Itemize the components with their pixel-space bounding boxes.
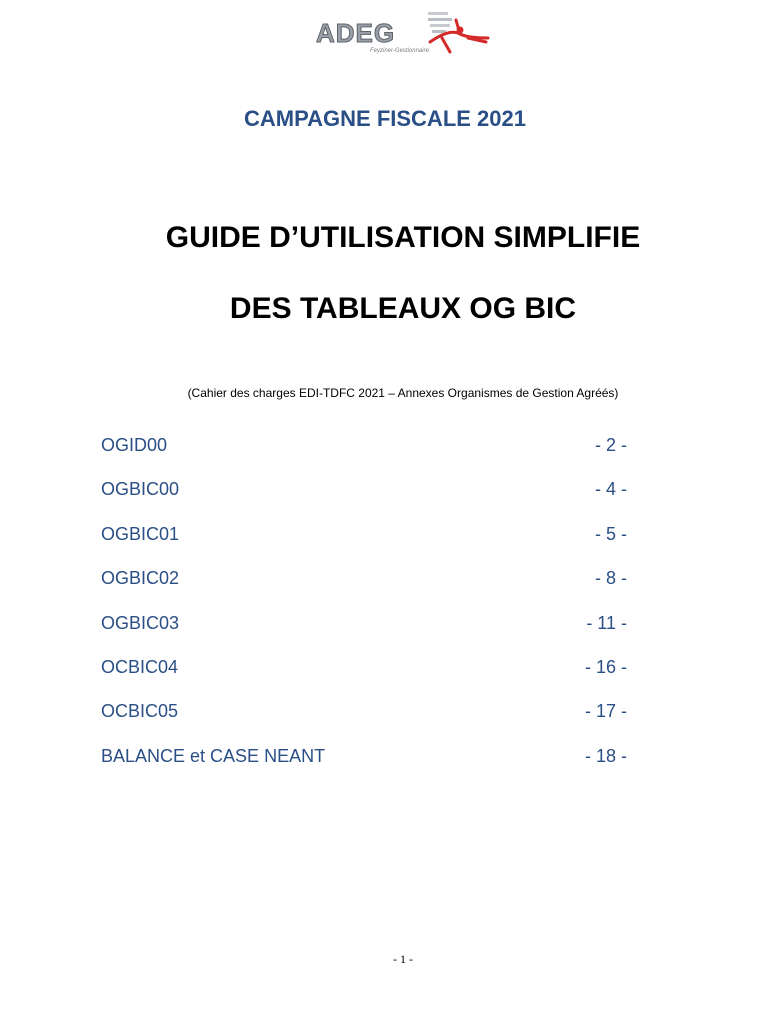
toc-entry-page: - 18 - (584, 745, 627, 766)
toc-entry-label: OGBIC01 (101, 523, 180, 544)
toc-entry-label: BALANCE et CASE NEANT (101, 745, 326, 766)
toc-entry-page: - 11 - (586, 612, 627, 633)
logo-tagline: Feyziner-Gestionnaire (370, 48, 429, 54)
toc-entry-label: OGBIC00 (101, 479, 180, 500)
toc-entry[interactable] (101, 524, 641, 568)
logo-letters (316, 18, 395, 48)
table-of-contents (101, 435, 641, 790)
logo-head-icon (457, 27, 464, 34)
toc-entry[interactable] (101, 479, 641, 523)
toc-entry-label: OGBIC02 (101, 568, 180, 589)
toc-entry[interactable] (101, 746, 641, 790)
document-title-line1: GUIDE D’UTILISATION SIMPLIFIE (165, 221, 641, 254)
document-title-line2: DES TABLEAUX OG BIC (229, 292, 577, 325)
document-subtitle: (Cahier des charges EDI-TDFC 2021 – Annexes Organismes de Gestion Agréés) (187, 386, 619, 400)
toc-entry-page: - 17 - (584, 701, 627, 722)
toc-entry-label: OGID00 (101, 435, 168, 455)
toc-entry[interactable] (101, 613, 641, 657)
toc-entry[interactable] (101, 568, 641, 612)
toc-entry[interactable] (101, 701, 641, 745)
toc-entry[interactable] (101, 435, 641, 479)
page-number: - 1 - (393, 952, 413, 966)
toc-entry[interactable] (101, 657, 641, 701)
campaign-heading: CAMPAGNE FISCALE 2021 (244, 106, 526, 131)
toc-entry-label: OCBIC05 (101, 701, 179, 722)
toc-entry-page: - 8 - (594, 568, 627, 589)
logo-stripes (428, 12, 452, 33)
toc-entry-page: - 16 - (584, 656, 627, 677)
toc-entry-label: OGBIC03 (101, 612, 180, 633)
toc-entry-page: - 2 - (594, 435, 627, 455)
logo-text: ADEG (316, 18, 396, 48)
adeg-logo (310, 8, 500, 64)
toc-entry-page: - 5 - (594, 523, 627, 544)
toc-entry-page: - 4 - (594, 479, 627, 500)
toc-entry-label: OCBIC04 (101, 656, 179, 677)
